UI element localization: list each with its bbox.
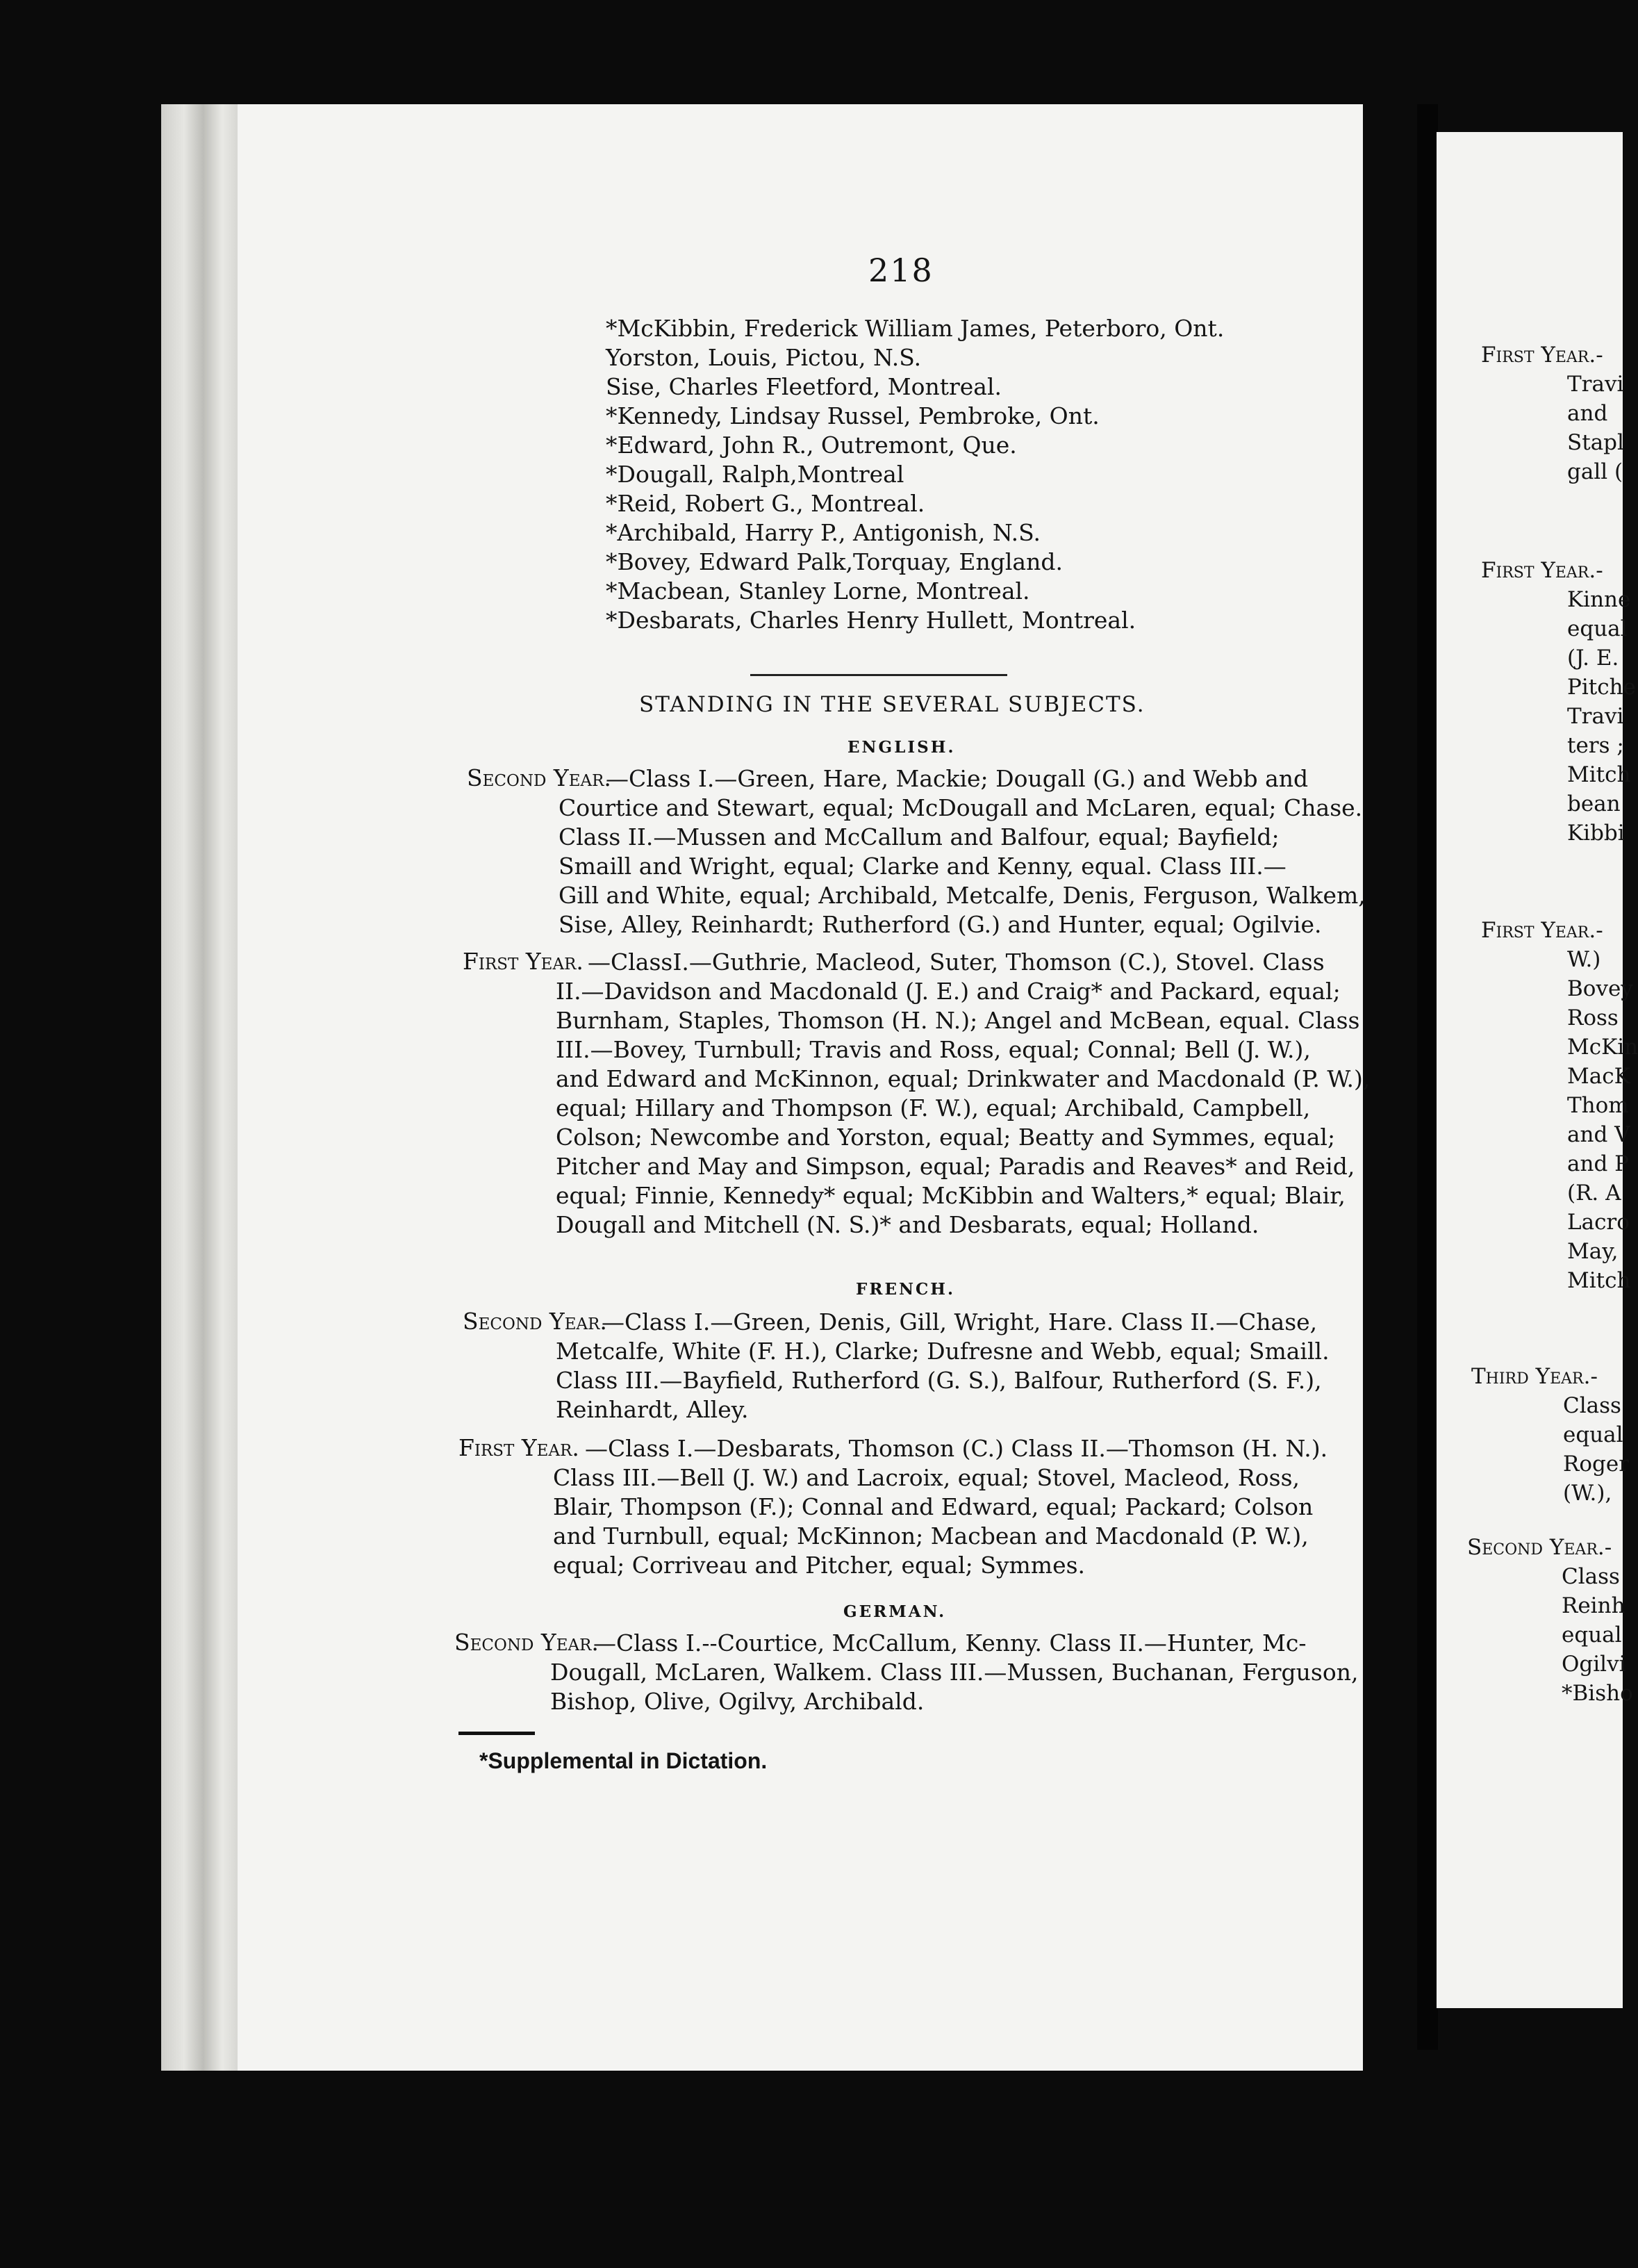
fragment-line: Ogilvi <box>1562 1652 1626 1677</box>
entry-line: —Class I.--Courtice, McCallum, Kenny. Class II.—Hunter, Mc- <box>593 1629 1307 1657</box>
name-entry: *Reid, Robert G., Montreal. <box>606 490 925 517</box>
fragment-line: Mitch <box>1567 1268 1631 1293</box>
fragment-line: Reinh <box>1562 1593 1625 1618</box>
year-label: Second Year. <box>463 1308 607 1335</box>
section-divider <box>750 674 1007 676</box>
fragment-line: Roger <box>1563 1452 1630 1477</box>
name-entry: *Kennedy, Lindsay Russel, Pembroke, Ont. <box>606 402 1100 429</box>
fragment-line: W.) <box>1567 947 1601 972</box>
year-label: First Year.- <box>1481 558 1603 583</box>
fragment-line: (W.), <box>1563 1481 1612 1506</box>
fragment-line: Travi <box>1567 372 1624 397</box>
fragment-line: ters ; <box>1567 733 1624 758</box>
year-label: Second Year. <box>467 764 611 791</box>
book-gutter <box>1417 104 1438 2050</box>
entry-line: Bishop, Olive, Ogilvy, Archibald. <box>550 1688 925 1715</box>
entry-line: III.—Bovey, Turnbull; Travis and Ross, equal; Connal; Bell (J. W.), <box>556 1036 1311 1063</box>
fragment-line: equal <box>1563 1422 1623 1447</box>
name-entry: *Desbarats, Charles Henry Hullett, Montreal. <box>606 607 1136 634</box>
fragment-line: Kibbi <box>1567 821 1625 846</box>
fragment-line: Pitche <box>1567 675 1636 700</box>
right-fragment-1 <box>1481 340 1624 486</box>
entry-line: Dougall and Mitchell (N. S.)* and Desbarats, equal; Holland. <box>556 1211 1259 1238</box>
fragment-line: Class <box>1563 1393 1621 1418</box>
fragment-line: McKin <box>1567 1035 1638 1060</box>
names-list <box>606 314 1224 635</box>
french-heading: FRENCH. <box>856 1280 956 1299</box>
fragment-line: Class <box>1562 1564 1620 1589</box>
fragment-line: (J. E. <box>1567 646 1619 671</box>
right-fragment-3 <box>1481 916 1638 1295</box>
english-heading: ENGLISH. <box>847 738 956 757</box>
name-entry: Yorston, Louis, Pictou, N.S. <box>606 344 922 371</box>
entry-line: Reinhardt, Alley. <box>556 1396 749 1423</box>
german-heading: GERMAN. <box>843 1602 947 1621</box>
entry-line: equal; Hillary and Thompson (F. W.), equal; Archibald, Campbell, <box>556 1094 1311 1121</box>
fragment-line: and V <box>1567 1122 1630 1147</box>
entry-line: Gill and White, equal; Archibald, Metcalfe, Denis, Ferguson, Walkem, <box>559 882 1366 909</box>
entry-line: —ClassI.—Guthrie, Macleod, Suter, Thomson (C.), Stovel. Class <box>588 948 1325 976</box>
year-label: Second Year. <box>454 1629 599 1656</box>
entry-line: Sise, Alley, Reinhardt; Rutherford (G.) and Hunter, equal; Ogilvie. <box>559 911 1322 938</box>
entry-line: —Class I.—Green, Denis, Gill, Wright, Hare. Class II.—Chase, <box>602 1308 1318 1336</box>
name-entry: *Bovey, Edward Palk,Torquay, England. <box>606 548 1063 575</box>
fragment-line: (R. A <box>1567 1181 1621 1206</box>
entry-line: —Class I.—Green, Hare, Mackie; Dougall (G.) and Webb and <box>606 765 1309 792</box>
entry-line: equal; Corriveau and Pitcher, equal; Symmes. <box>553 1552 1086 1579</box>
entry-line: Metcalfe, White (F. H.), Clarke; Dufresne and Webb, equal; Smaill. <box>556 1338 1330 1365</box>
fragment-line: and P <box>1567 1151 1630 1176</box>
name-entry: Sise, Charles Fleetford, Montreal. <box>606 373 1002 400</box>
name-entry: *Archibald, Harry P., Antigonish, N.S. <box>606 519 1041 546</box>
name-entry: *Edward, John R., Outremont, Que. <box>606 432 1017 459</box>
year-label: Third Year.- <box>1471 1364 1598 1389</box>
right-fragment-4 <box>1471 1362 1629 1508</box>
entry-line: Class II.—Mussen and McCallum and Balfour, equal; Bayfield; <box>559 823 1280 850</box>
entry-line: Class III.—Bayfield, Rutherford (G. S.), Balfour, Rutherford (S. F.), <box>556 1367 1322 1394</box>
right-fragment-5 <box>1467 1533 1633 1708</box>
page-edge <box>161 104 238 2071</box>
right-fragment-2 <box>1481 556 1636 848</box>
fragment-line: bean <box>1567 791 1621 816</box>
year-label: Second Year.- <box>1467 1535 1612 1560</box>
fragment-line: Stapl <box>1567 430 1624 455</box>
fragment-line: *Bisho <box>1562 1681 1633 1706</box>
fragment-line: Bovey <box>1567 976 1633 1001</box>
year-label: First Year.- <box>1481 918 1603 943</box>
entry-line: Class III.—Bell (J. W.) and Lacroix, equal; Stovel, Macleod, Ross, <box>553 1464 1300 1491</box>
entry-line: —Class I.—Desbarats, Thomson (C.) Class II.—Thomson (H. N.). <box>585 1435 1328 1462</box>
entry-line: Blair, Thompson (F.); Connal and Edward, equal; Packard; Colson <box>553 1493 1314 1520</box>
fragment-line: equal <box>1562 1622 1622 1647</box>
fragment-line: Mitch <box>1567 762 1631 787</box>
entry-line: Pitcher and May and Simpson, equal; Paradis and Reaves* and Reid, <box>556 1153 1355 1180</box>
fragment-line: and <box>1567 401 1608 426</box>
fragment-line: Thom <box>1567 1093 1629 1118</box>
entry-line: Burnham, Staples, Thomson (H. N.); Angel and McBean, equal. Class <box>556 1007 1360 1034</box>
entry-line: Courtice and Stewart, equal; McDougall and McLaren, equal; Chase. <box>559 794 1363 821</box>
entry-line: and Turnbull, equal; McKinnon; Macbean and Macdonald (P. W.), <box>553 1522 1309 1550</box>
fragment-line: equal <box>1567 616 1628 641</box>
year-label: First Year.- <box>1481 343 1603 368</box>
entry-line: II.—Davidson and Macdonald (J. E.) and Craig* and Packard, equal; <box>556 978 1341 1005</box>
entry-line: Smaill and Wright, equal; Clarke and Kenny, equal. Class III.— <box>559 853 1287 880</box>
entry-line: equal; Finnie, Kennedy* equal; McKibbin and Walters,* equal; Blair, <box>556 1182 1346 1209</box>
entry-line: Dougall, McLaren, Walkem. Class III.—Mussen, Buchanan, Ferguson, <box>550 1659 1359 1686</box>
footnote-rule <box>458 1732 535 1735</box>
fragment-line: Lacro <box>1567 1210 1630 1235</box>
page-number: 218 <box>868 252 934 289</box>
fragment-line: Kinne <box>1567 587 1631 612</box>
name-entry: *McKibbin, Frederick William James, Peterboro, Ont. <box>606 315 1225 342</box>
entry-line: Colson; Newcombe and Yorston, equal; Beatty and Symmes, equal; <box>556 1124 1336 1151</box>
fragment-line: gall ( <box>1567 459 1623 484</box>
name-entry: *Dougall, Ralph,Montreal <box>606 461 904 488</box>
fragment-line: Ross <box>1567 1005 1619 1030</box>
section-title: STANDING IN THE SEVERAL SUBJECTS. <box>639 692 1145 717</box>
fragment-line: Travi <box>1567 704 1624 729</box>
fragment-line: May, <box>1567 1239 1619 1264</box>
year-label: First Year. <box>463 948 584 975</box>
name-entry: *Macbean, Stanley Lorne, Montreal. <box>606 577 1030 605</box>
entry-line: and Edward and McKinnon, equal; Drinkwater and Macdonald (P. W.), <box>556 1065 1371 1092</box>
fragment-line: MacK <box>1567 1064 1630 1089</box>
footnote: *Supplemental in Dictation. <box>479 1748 768 1773</box>
year-label: First Year. <box>458 1434 579 1461</box>
